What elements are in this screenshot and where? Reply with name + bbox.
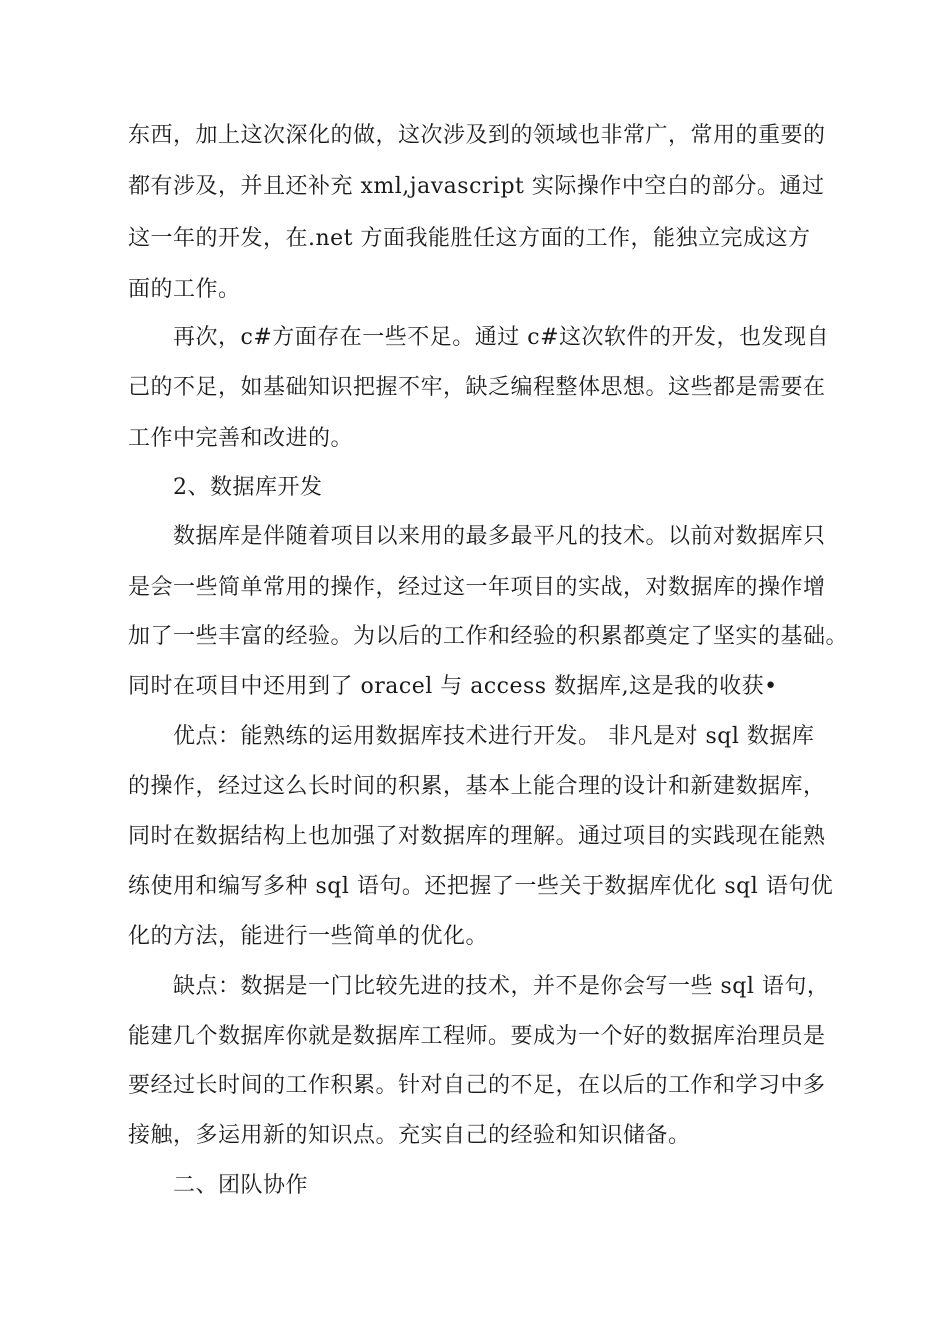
text-line: 练使用和编写多种 sql 语句。还把握了一些关于数据库优化 sql 语句优: [128, 874, 834, 899]
text-line: 同时在项目中还用到了 oracel 与 access 数据库,这是我的收获•: [128, 674, 778, 699]
text-line: 数据库是伴随着项目以来用的最多最平凡的技术。以前对数据库只: [173, 524, 826, 549]
text-line: 面的工作。: [128, 277, 241, 302]
text-line: 东西，加上这次深化的做，这次涉及到的领域也非常广，常用的重要的: [128, 123, 826, 148]
text-line: 能建几个数据库你就是数据库工程师。要成为一个好的数据库治理员是: [128, 1024, 826, 1049]
section-heading: 二、团队协作: [173, 1173, 309, 1198]
text-line: 都有涉及，并且还补充 xml,javascript 实际操作中空白的部分。通过: [128, 174, 825, 199]
text-line: 这一年的开发，在.net 方面我能胜任这方面的工作，能独立完成这方: [128, 226, 811, 251]
text-line: 要经过长时间的工作积累。针对自己的不足，在以后的工作和学习中多: [128, 1073, 826, 1098]
text-line: 缺点：数据是一门比较先进的技术，并不是你会写一些 sql 语句，: [173, 974, 830, 999]
text-line: 再次，c#方面存在一些不足。通过 c#这次软件的开发，也发现自: [173, 325, 830, 350]
text-line: 己的不足，如基础知识把握不牢，缺乏编程整体思想。这些都是需要在: [128, 375, 826, 400]
text-line: 接触，多运用新的知识点。充实自己的经验和知识储备。: [128, 1123, 691, 1148]
text-line: 的操作，经过这么长时间的积累，基本上能合理的设计和新建数据库，: [128, 774, 826, 799]
text-line: 优点：能熟练的运用数据库技术进行开发。 非凡是对 sql 数据库: [173, 724, 815, 749]
text-line: 是会一些简单常用的操作，经过这一年项目的实战，对数据库的操作增: [128, 575, 826, 600]
text-line: 加了一些丰富的经验。为以后的工作和经验的积累都奠定了坚实的基础。: [128, 624, 849, 649]
text-line: 工作中完善和改进的。: [128, 426, 354, 451]
section-heading: 2、数据库开发: [173, 475, 323, 500]
text-line: 同时在数据结构上也加强了对数据库的理解。通过项目的实践现在能熟: [128, 824, 826, 849]
text-line: 化的方法，能进行一些简单的优化。: [128, 924, 489, 949]
